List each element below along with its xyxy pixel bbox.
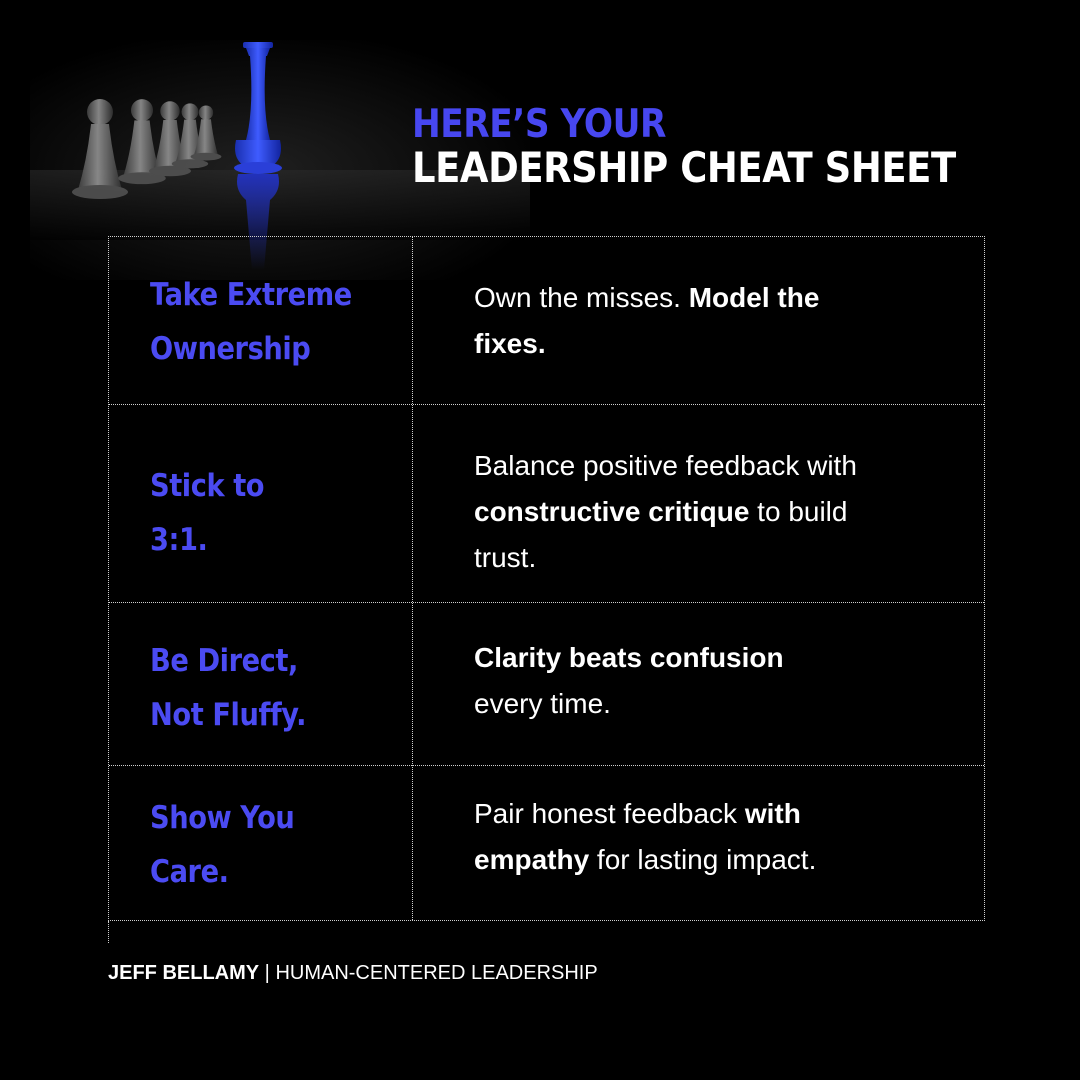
- emphasis-text: Clarity beats confusion: [474, 642, 784, 673]
- body-text: trust.: [474, 542, 537, 573]
- row-description-line: [474, 321, 954, 367]
- row-heading-line: Show You: [150, 800, 295, 836]
- body-text: Balance positive feedback with: [474, 450, 857, 481]
- table-stub-line: [108, 921, 109, 943]
- page-title: LEADERSHIP CHEAT SHEET: [412, 143, 956, 192]
- row-heading-line: Be Direct,: [150, 643, 298, 679]
- row-description: [474, 791, 954, 883]
- row-description: [474, 275, 954, 367]
- row-heading: [150, 791, 370, 899]
- footer: [108, 962, 598, 985]
- body-text: to build: [749, 496, 848, 527]
- column-divider: [412, 237, 413, 920]
- row-heading-line: Care.: [150, 854, 229, 890]
- row-divider: [109, 404, 984, 405]
- row-description: [474, 635, 954, 727]
- emphasis-text: fixes.: [474, 328, 546, 359]
- row-description-line: [474, 837, 954, 883]
- title-block: [412, 104, 1030, 190]
- row-heading-line: Ownership: [150, 331, 311, 367]
- row-heading-line: Not Fluffy.: [150, 697, 307, 733]
- row-description-line: [474, 791, 954, 837]
- emphasis-text: constructive critique: [474, 496, 750, 527]
- title-line-1: HERE’S YOUR: [412, 102, 667, 147]
- body-text: Own the misses.: [474, 282, 689, 313]
- row-divider: [109, 602, 984, 603]
- emphasis-text: empathy: [474, 844, 590, 875]
- emphasis-text: with: [744, 798, 801, 829]
- author-tagline: HUMAN-CENTERED LEADERSHIP: [275, 962, 598, 984]
- row-heading-line: Take Extreme: [150, 277, 352, 313]
- row-heading: [150, 268, 370, 376]
- row-description-line: [474, 443, 954, 489]
- body-text: Pair honest feedback: [474, 798, 745, 829]
- emphasis-text: Model the: [688, 282, 820, 313]
- row-description: [474, 443, 954, 581]
- row-heading: [150, 459, 370, 567]
- row-divider: [109, 765, 984, 766]
- row-heading-line: Stick to: [150, 468, 265, 504]
- body-text: every time.: [474, 688, 611, 719]
- row-description-line: [474, 535, 954, 581]
- row-description-line: [474, 635, 954, 681]
- author-name: JEFF BELLAMY: [108, 962, 260, 984]
- footer-separator: |: [259, 962, 276, 984]
- row-description-line: [474, 681, 954, 727]
- body-text: for lasting impact.: [589, 844, 817, 875]
- row-description-line: [474, 275, 954, 321]
- row-heading-line: 3:1.: [150, 522, 208, 558]
- row-heading: [150, 634, 370, 742]
- row-description-line: [474, 489, 954, 535]
